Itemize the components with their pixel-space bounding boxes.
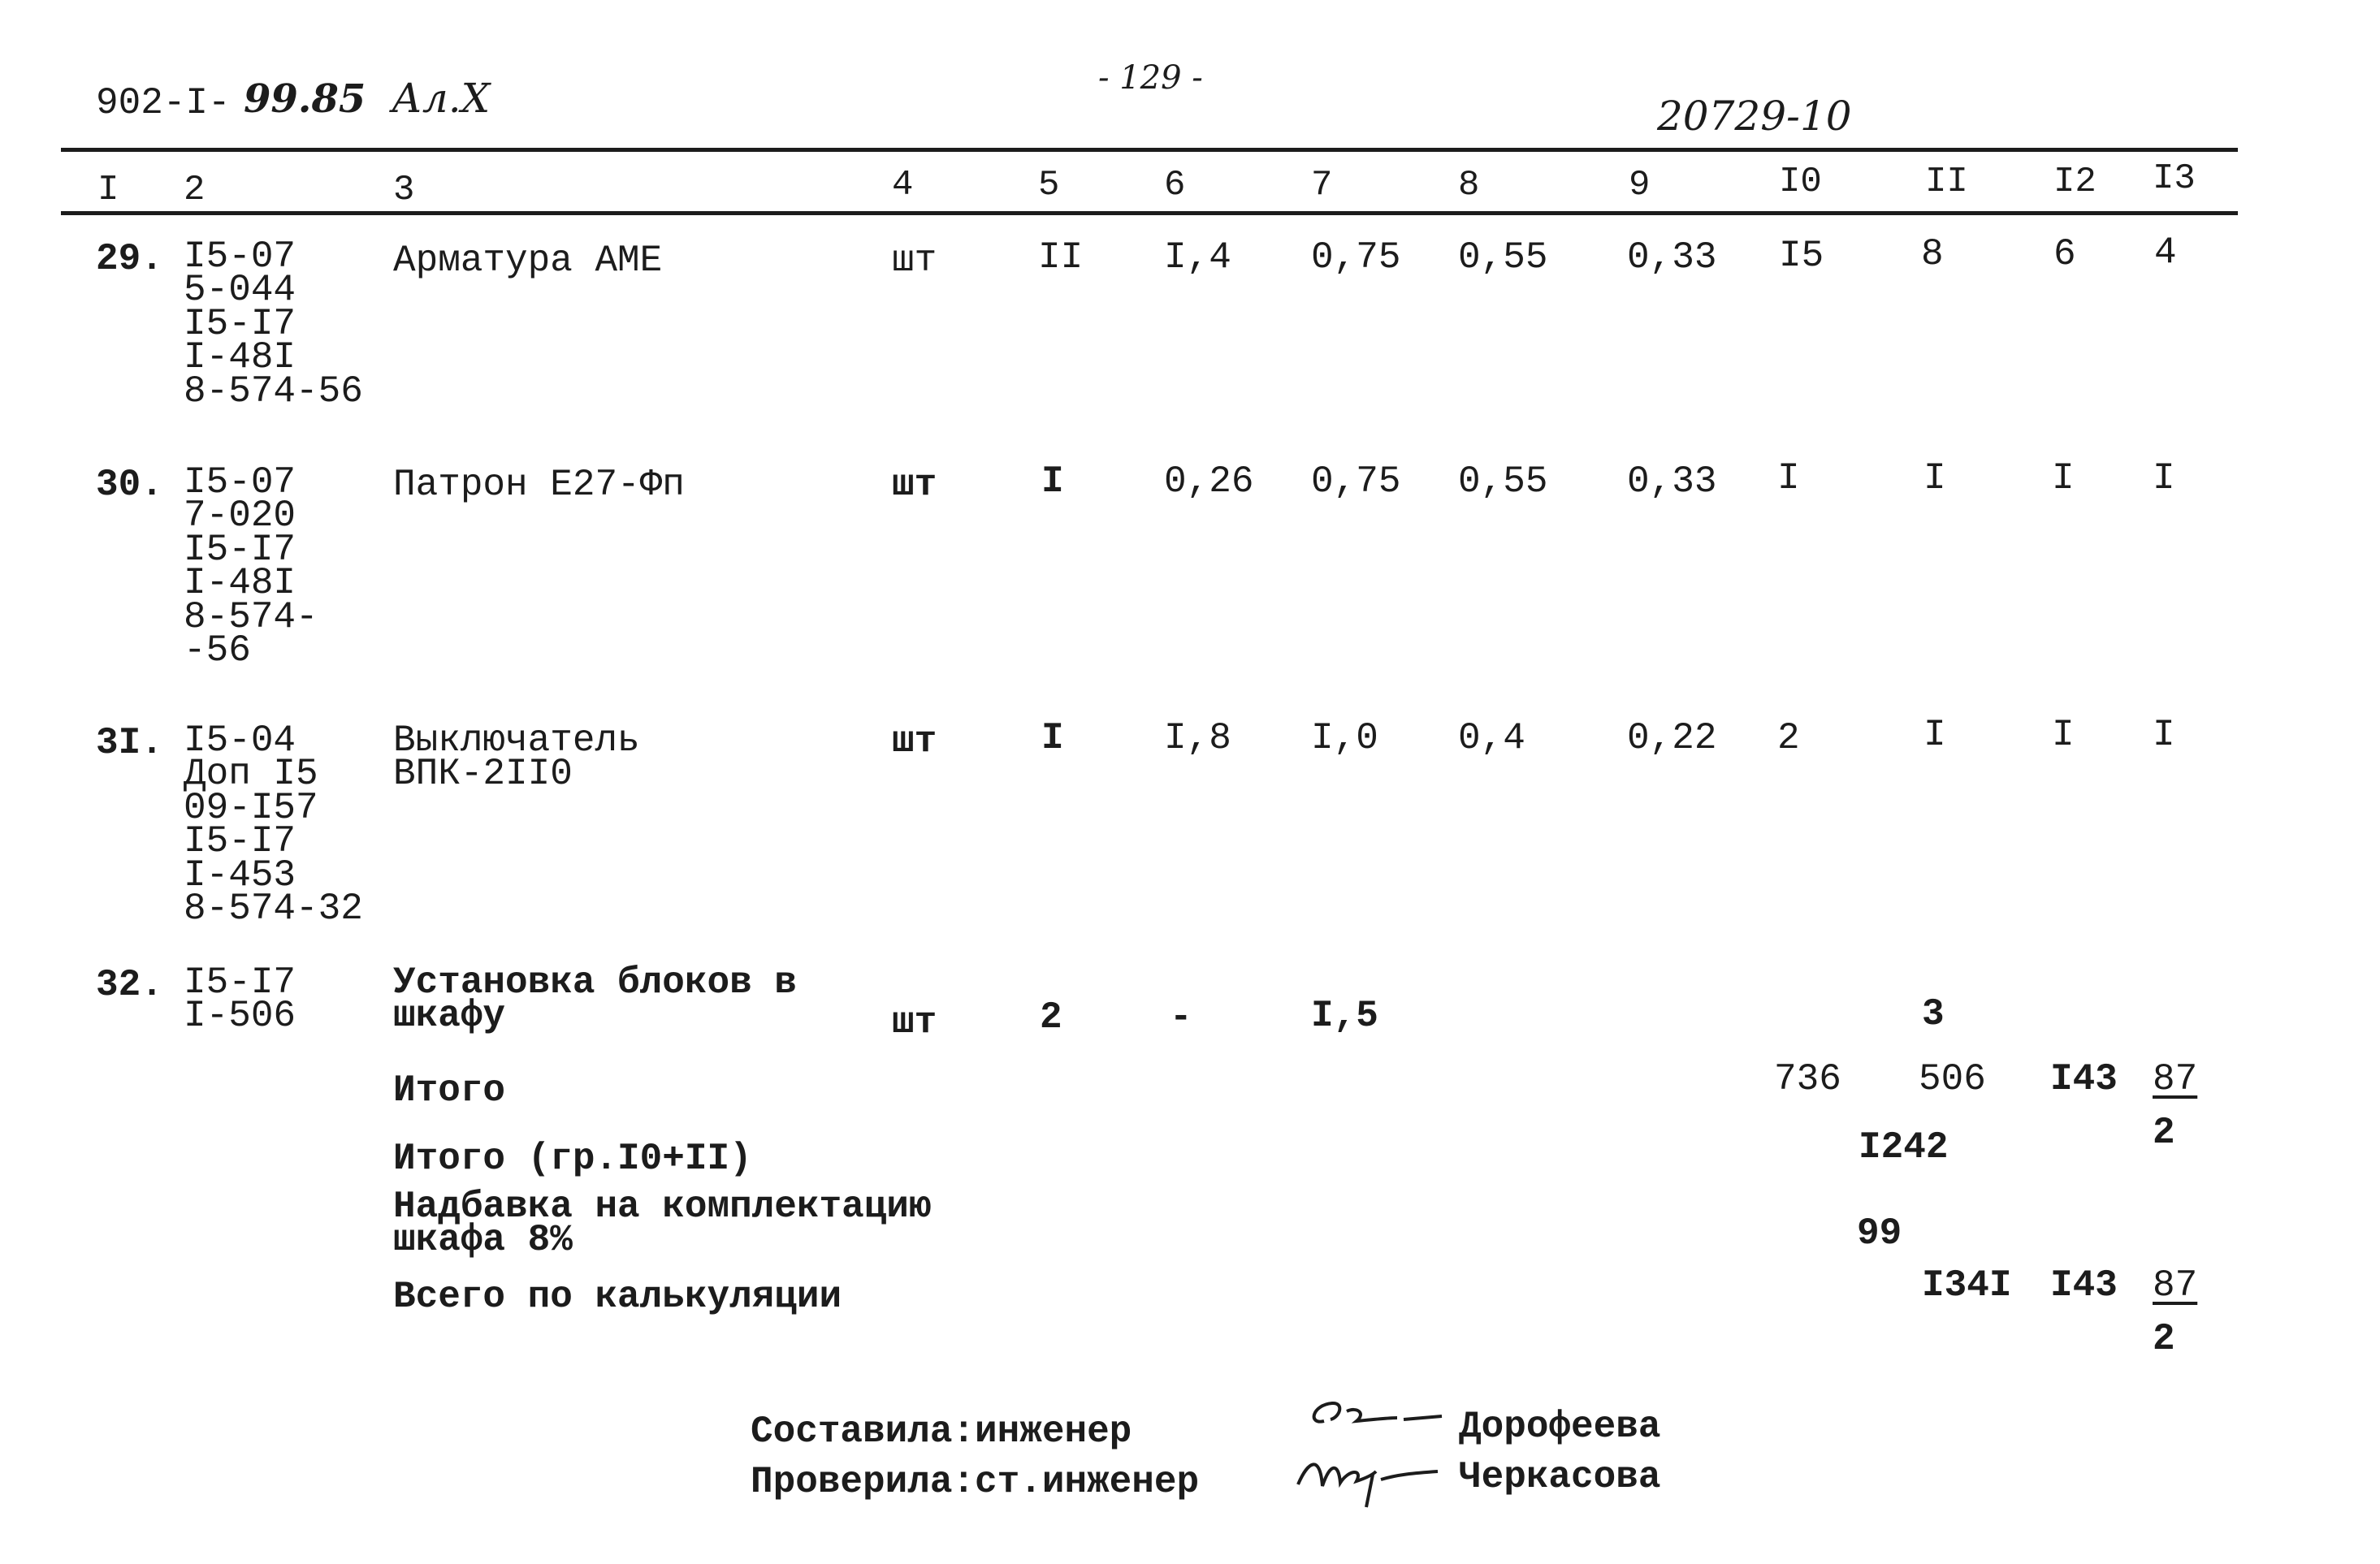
row-col11: I xyxy=(1923,714,1946,756)
row-name: Арматура АМЕ xyxy=(393,240,663,282)
row-col6: I,8 xyxy=(1164,717,1231,759)
row-name: Установка блоков в шкафу xyxy=(393,961,797,1038)
vsego-col13-denominator: 2 xyxy=(2153,1318,2175,1360)
col-header-6: 6 xyxy=(1164,165,1186,205)
col-header-3: 3 xyxy=(393,170,415,210)
row-col13: I xyxy=(2153,714,2175,756)
row-col11: I xyxy=(1923,457,1946,499)
top-rule xyxy=(61,148,2238,152)
vsego-col13-numerator: 87 xyxy=(2153,1264,2198,1307)
row-name: Выключатель ВПК-2II0 xyxy=(393,719,640,796)
row-unit: шт xyxy=(892,720,937,763)
itogo-col11: 506 xyxy=(1919,1058,1986,1100)
row-col10: I xyxy=(1777,457,1800,499)
col-header-5: 5 xyxy=(1038,165,1060,205)
row-col11: 8 xyxy=(1921,233,1944,275)
doc-number: 902-I- xyxy=(96,82,231,124)
row-col8: 0,55 xyxy=(1458,236,1548,279)
col-header-10: I0 xyxy=(1779,162,1822,202)
header-rule xyxy=(61,211,2238,215)
row-codes: I5-07 7-020 I5-I7 I-48I 8-574- -56 xyxy=(184,461,318,672)
row-col5: 2 xyxy=(1040,996,1062,1039)
col-header-2: 2 xyxy=(184,170,206,210)
composed-name: Дорофеева xyxy=(1459,1406,1661,1448)
row-col6: 0,26 xyxy=(1164,460,1254,503)
row-number: 3I. xyxy=(96,722,163,764)
vsego-label: Всего по калькуляции xyxy=(393,1276,842,1318)
row-col7: 0,75 xyxy=(1311,460,1401,503)
col-header-11: II xyxy=(1925,162,1968,202)
col-header-8: 8 xyxy=(1458,165,1480,205)
signature-cherkasova xyxy=(1292,1445,1446,1510)
row-col5: II xyxy=(1038,236,1084,279)
itogo-col10: 736 xyxy=(1774,1058,1841,1100)
checked-label: Проверила:ст.инженер xyxy=(751,1461,1200,1503)
row-col9: 0,22 xyxy=(1627,717,1717,759)
row-col13: 4 xyxy=(2154,231,2177,274)
row-col12: I xyxy=(2052,457,2075,499)
row-col10: I5 xyxy=(1779,235,1824,277)
nadbavka-value: 99 xyxy=(1857,1212,1902,1255)
row-col5: I xyxy=(1041,717,1064,759)
row-col13: I xyxy=(2153,457,2175,499)
nadbavka-label: Надбавка на комплектацию шкафа 8% xyxy=(393,1186,932,1262)
row-codes: I5-04 Доп I5 09-I57 I5-I7 I-453 8-574-32 xyxy=(184,719,363,930)
row-col11: 3 xyxy=(1922,993,1945,1035)
col-header-7: 7 xyxy=(1311,165,1333,205)
row-col8: 0,55 xyxy=(1458,460,1548,503)
row-col12: I xyxy=(2052,714,2075,756)
row-col7: I,5 xyxy=(1311,995,1378,1037)
vsego-col12: I43 xyxy=(2050,1264,2118,1307)
doc-number-handwritten: 99.85 xyxy=(244,76,366,122)
row-number: 30. xyxy=(96,464,163,506)
row-unit: шт xyxy=(892,464,937,506)
row-col8: 0,4 xyxy=(1458,717,1525,759)
signature-dorofeeva xyxy=(1300,1389,1446,1445)
row-number: 32. xyxy=(96,964,163,1006)
col-header-1: I xyxy=(97,170,119,210)
row-codes: I5-I7 I-506 xyxy=(184,961,296,1038)
row-col5: I xyxy=(1041,460,1064,503)
row-unit: шт xyxy=(892,1001,937,1043)
col-header-9: 9 xyxy=(1629,165,1651,205)
page-number: - 129 - xyxy=(1098,59,1203,97)
col-header-4: 4 xyxy=(892,165,914,205)
itogo-gr-value: I242 xyxy=(1859,1126,1949,1169)
vsego-col11: I34I xyxy=(1922,1264,2012,1307)
row-col7: 0,75 xyxy=(1311,236,1401,279)
row-col10: 2 xyxy=(1777,717,1800,759)
row-col9: 0,33 xyxy=(1627,236,1717,279)
itogo-col13-denominator: 2 xyxy=(2153,1112,2175,1154)
row-col9: 0,33 xyxy=(1627,460,1717,503)
row-col6: I,4 xyxy=(1164,236,1231,279)
itogo-label: Итого xyxy=(393,1069,506,1112)
itogo-col12: I43 xyxy=(2050,1058,2118,1100)
row-col6: - xyxy=(1170,996,1192,1039)
col-header-12: I2 xyxy=(2053,162,2097,202)
album-label: Ал.Х xyxy=(392,75,491,122)
col-header-13: I3 xyxy=(2153,158,2196,199)
row-number: 29. xyxy=(96,238,163,280)
composed-label: Составила:инженер xyxy=(751,1411,1132,1453)
document-code: 20729-10 xyxy=(1657,93,1852,140)
row-name: Патрон Е27-Фп xyxy=(393,464,685,506)
itogo-gr-label: Итого (гр.I0+II) xyxy=(393,1138,752,1180)
checked-name: Черкасова xyxy=(1459,1456,1661,1498)
row-col12: 6 xyxy=(2053,233,2076,275)
row-codes: I5-07 5-044 I5-I7 I-48I 8-574-56 xyxy=(184,235,363,413)
itogo-col13-numerator: 87 xyxy=(2153,1058,2198,1100)
row-unit: шт xyxy=(892,240,937,282)
row-col7: I,0 xyxy=(1311,717,1378,759)
